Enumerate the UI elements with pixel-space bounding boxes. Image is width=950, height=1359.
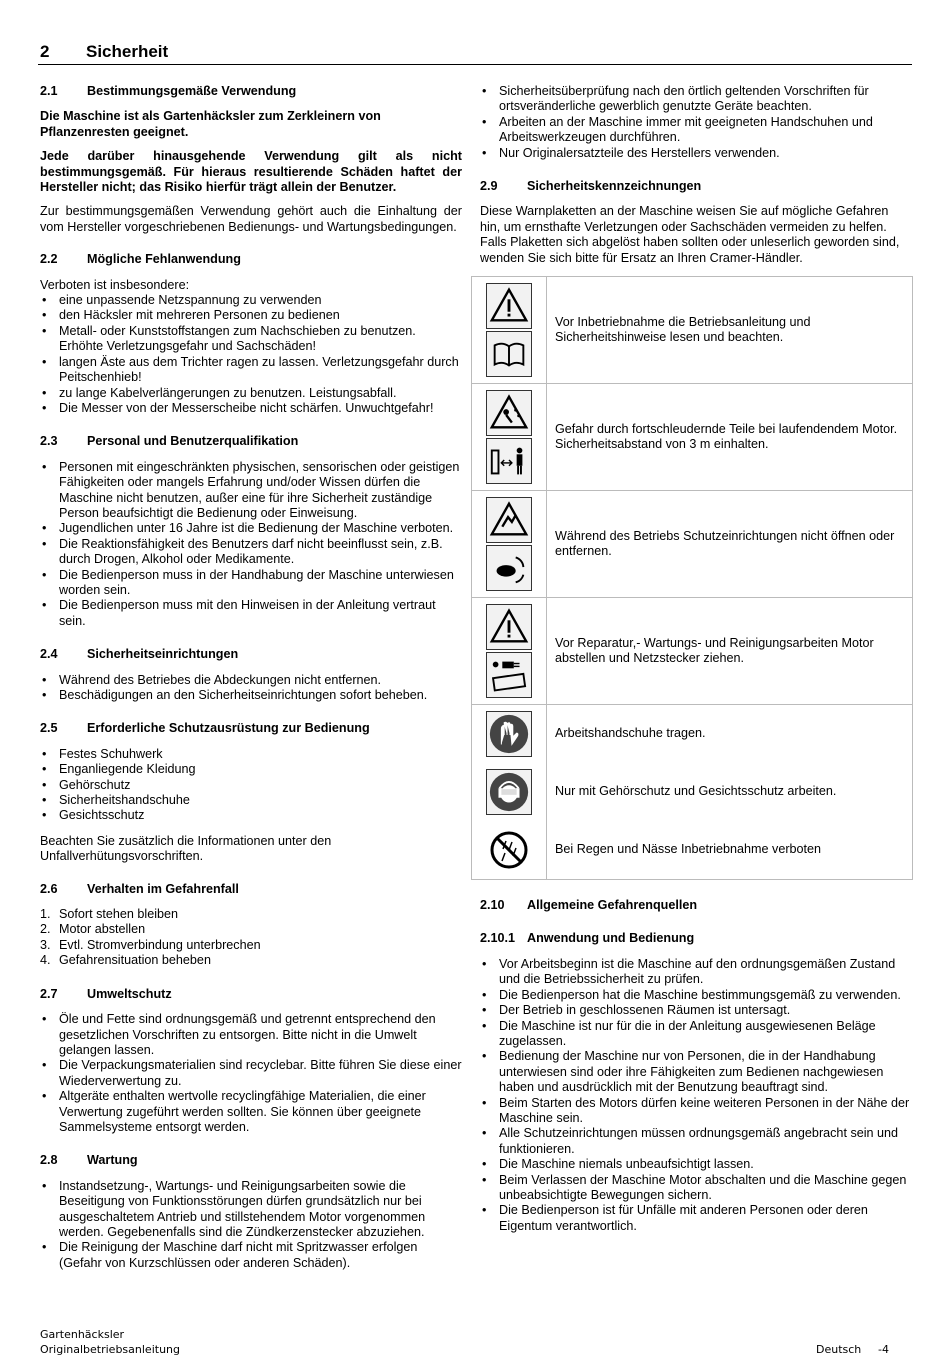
bullet-list <box>480 84 912 161</box>
list-item: • Sicherheitshandschuhe <box>40 793 462 808</box>
numbered-list <box>40 907 462 969</box>
list-item: • Während des Betriebes die Abdeckungen nicht entfernen. <box>40 673 462 688</box>
list-item: • langen Äste aus dem Trichter ragen zu lassen. Verletzungsgefahr durch Peitschenhieb! <box>40 355 462 386</box>
sign-text: Bei Regen und Nässe Inbetriebnahme verboten <box>547 821 913 880</box>
sign-text: Gefahr durch fortschleudernde Teile bei laufendendem Motor. Sicherheitsabstand von 3 m einhalten. <box>547 384 913 491</box>
list-item: • Die Messer von der Messerscheibe nicht schärfen. Unwuchtgefahr! <box>40 401 462 416</box>
list-item: • Die Bedienperson muss in der Handhabung der Maschine unterwiesen worden sein. <box>40 568 462 599</box>
paragraph: Jede darüber hinausgehende Verwendung gilt als nicht bestimmungsgemäß. Für hieraus resultierende Schäden haftet der Hersteller nicht; das Risiko hierfür trägt allein der Benutzer. <box>40 149 462 195</box>
flying-debris-icon <box>486 390 532 436</box>
bullet-list <box>40 1012 462 1135</box>
sign-text: Während des Betriebs Schutzeinrichtungen nicht öffnen oder entfernen. <box>547 491 913 598</box>
manual-book-icon <box>486 331 532 377</box>
list-item: • Öle und Fette sind ordnungsgemäß und getrennt entsprechend den gesetzlichen Vorschriften zu entsorgen. Bitte nicht in die Umwelt gelangen lassen. <box>40 1012 462 1058</box>
list-item: • Sicherheitsüberprüfung nach den örtlich geltenden Vorschriften für ortsveränderliche gewerblich genutzte Geräte beachten. <box>480 84 912 115</box>
bullet-list <box>40 1179 462 1271</box>
list-item: • Vor Arbeitsbeginn ist die Maschine auf den ordnungsgemäßen Zustand und die Betriebssicherheit zu prüfen. <box>480 957 912 988</box>
sign-text: Arbeitshandschuhe tragen. <box>547 705 913 764</box>
list-item: • Festes Schuhwerk <box>40 747 462 762</box>
section-heading: 2.8 Wartung <box>40 1153 138 1168</box>
list-item: • Arbeiten an der Maschine immer mit geeigneten Handschuhen und Arbeitswerkzeugen durchführen. <box>480 115 912 146</box>
bullet-list <box>480 957 912 1234</box>
list-item: • Gesichtsschutz <box>40 808 462 823</box>
section-heading: 2.6 Verhalten im Gefahrenfall <box>40 881 239 896</box>
no-rain-icon <box>486 827 532 873</box>
chapter-title: Sicherheit <box>86 42 169 61</box>
rotating-blade-icon <box>486 545 532 591</box>
left-column <box>40 84 462 1281</box>
paragraph: Die Maschine ist als Gartenhäcksler zum Zerkleinern von Pflanzenresten geeignet. <box>40 109 381 139</box>
list-item: • den Häcksler mit mehreren Personen zu bedienen <box>40 308 462 323</box>
chapter-number: 2 <box>40 42 50 61</box>
right-column <box>480 84 912 1244</box>
list-item: 1. Sofort stehen bleiben <box>40 907 179 922</box>
bullet-list <box>40 460 462 629</box>
list-item: • Die Bedienperson hat die Maschine bestimmungsgemäß zu verwenden. <box>480 988 912 1003</box>
warning-triangle-icon <box>486 604 532 650</box>
section-heading: 2.1 Bestimmungsgemäße Verwendung <box>40 84 297 98</box>
list-item: 3. Evtl. Stromverbindung unterbrechen <box>40 937 261 952</box>
list-item: • Die Maschine niemals unbeaufsichtigt lassen. <box>480 1157 912 1172</box>
unplug-icon <box>486 652 532 698</box>
section-heading: 2.10.1 Anwendung und Bedienung <box>480 931 695 946</box>
bullet-list <box>40 673 462 704</box>
safety-distance-icon <box>486 438 532 484</box>
hearing-face-protection-icon <box>486 769 532 815</box>
gloves-icon <box>486 711 532 757</box>
list-item: • Personen mit eingeschränkten physischen, sensorischen oder geistigen Fähigkeiten oder mangels Erfahrung und/oder Wissen dürfen die Maschine nicht benutzen, außer eine für ihre Sicherheit zuständige Person beaufsichtigt die Bedienung oder Einweisung. <box>40 460 462 522</box>
footer-product: Gartenhäcksler <box>40 1328 125 1341</box>
list-item: • Beim Starten des Motors dürfen keine weiteren Personen in der Nähe der Maschine sein. <box>480 1096 912 1127</box>
warning-triangle-icon <box>486 283 532 329</box>
list-item: • Beim Verlassen der Maschine Motor abschalten und die Maschine gegen unbeabsichtigte Bewegungen sichern. <box>480 1173 912 1204</box>
list-item: • Die Reinigung der Maschine darf nicht mit Spritzwasser erfolgen (Gefahr von Kurzschlüssen oder anderen Schäden). <box>40 1240 462 1271</box>
footer-doc-type: Originalbetriebsanleitung <box>40 1343 180 1356</box>
cutting-hazard-icon <box>486 497 532 543</box>
list-item: • Der Betrieb in geschlossenen Räumen ist untersagt. <box>480 1003 912 1018</box>
bullet-list <box>40 293 462 416</box>
footer-page-number: -4 <box>878 1343 889 1356</box>
list-item: • Die Verpackungsmaterialien sind recyclebar. Bitte führen Sie diese einer Wiederverwertung zu. <box>40 1058 462 1089</box>
list-item: • Gehörschutz <box>40 778 462 793</box>
list-item: • eine unpassende Netzspannung zu verwenden <box>40 293 462 308</box>
list-item: • Die Maschine ist nur für die in der Anleitung ausgewiesenen Beläge zugelassen. <box>480 1019 912 1050</box>
list-item: • Die Reaktionsfähigkeit des Benutzers darf nicht beeinflusst sein, z.B. durch Drogen, Alkohol oder Medikamente. <box>40 537 462 568</box>
sign-text: Nur mit Gehörschutz und Gesichtsschutz arbeiten. <box>547 763 913 821</box>
section-heading: 2.7 Umweltschutz <box>40 986 172 1001</box>
list-item: • Altgeräte enthalten wertvolle recyclingfähige Materialien, die einer Verwertung zugeführt werden sollten. Sie können über geeignete Sammelsysteme entsorgt werden. <box>40 1089 462 1135</box>
list-item: 4. Gefahrensituation beheben <box>40 953 211 968</box>
paragraph: Beachten Sie zusätzlich die Informationen unter den Unfallverhütungsvorschriften. <box>40 833 332 864</box>
section-heading: 2.4 Sicherheitseinrichtungen <box>40 647 239 662</box>
list-item: • Metall- oder Kunststoffstangen zum Nachschieben zu benutzen. Erhöhte Verletzungsgefahr und Sachschäden! <box>40 324 462 355</box>
paragraph: Zur bestimmungsgemäßen Verwendung gehört auch die Einhaltung der vom Hersteller vorgeschriebenen Bedienungs- und Wartungsbedingungen. <box>40 204 462 234</box>
list-item: • Die Bedienperson ist für Unfälle mit anderen Personen oder deren Eigentum verantwortlich. <box>480 1203 912 1234</box>
footer-language: Deutsch <box>816 1343 862 1356</box>
list-item: • Bedienung der Maschine nur von Personen, die in der Handhabung unterwiesen sind oder ihre Fähigkeiten zum Bedienen nachgewiesen haben und ausdrücklich mit der Benutzung beauftragt sind. <box>480 1049 912 1095</box>
footer-left <box>40 1327 180 1357</box>
list-item: 2. Motor abstellen <box>40 922 146 937</box>
list-item: • Enganliegende Kleidung <box>40 762 462 777</box>
list-item: • zu lange Kabelverlängerungen zu benutzen. Leistungsabfall. <box>40 386 462 401</box>
bullet-list <box>40 747 462 824</box>
section-heading: 2.10 Allgemeine Gefahrenquellen <box>480 898 698 913</box>
list-item: • Die Bedienperson muss mit den Hinweisen in der Anleitung vertraut sein. <box>40 598 462 629</box>
section-heading: 2.9 Sicherheitskennzeichnungen <box>480 179 702 194</box>
list-intro: Verboten ist insbesondere: <box>40 277 190 292</box>
section-heading: 2.3 Personal und Benutzerqualifikation <box>40 434 299 449</box>
list-item: • Instandsetzung-, Wartungs- und Reinigungsarbeiten sowie die Beseitigung von Funktionsstörungen dürfen grundsätzlich nur bei ausgeschaltetem Antrieb und stillstehendem Motor vorgenommen werden. Gegebenenfalls sind die Zündkerzenstecker abzuziehen. <box>40 1179 462 1241</box>
list-item: • Beschädigungen an den Sicherheitseinrichtungen sofort beheben. <box>40 688 462 703</box>
sign-text: Vor Inbetriebnahme die Betriebsanleitung und Sicherheitshinweise lesen und beachten. <box>547 277 913 384</box>
list-item: • Nur Originalersatzteile des Herstellers verwenden. <box>480 146 912 161</box>
list-item: • Jugendlichen unter 16 Jahre ist die Bedienung der Maschine verboten. <box>40 521 462 536</box>
section-heading: 2.2 Mögliche Fehlanwendung <box>40 252 241 267</box>
list-item: • Alle Schutzeinrichtungen müssen ordnungsgemäß angebracht sein und funktionieren. <box>480 1126 912 1157</box>
warning-signs-table <box>471 276 913 880</box>
sign-text: Vor Reparatur,- Wartungs- und Reinigungsarbeiten Motor abstellen und Netzstecker ziehen. <box>547 598 913 705</box>
paragraph: Diese Warnplaketten an der Maschine weisen Sie auf mögliche Gefahren hin, um ernsthafte Verletzungen oder Sachschäden vermeiden zu helfen. Falls Plaketten sich abgelöst haben sollten oder unleserlich geworden sind, wenden Sie sich bitte für Ersatz an Ihren Cramer-Händler. <box>480 204 900 265</box>
section-heading: 2.5 Erforderliche Schutzausrüstung zur Bedienung <box>40 721 370 736</box>
chapter-heading <box>38 44 912 65</box>
